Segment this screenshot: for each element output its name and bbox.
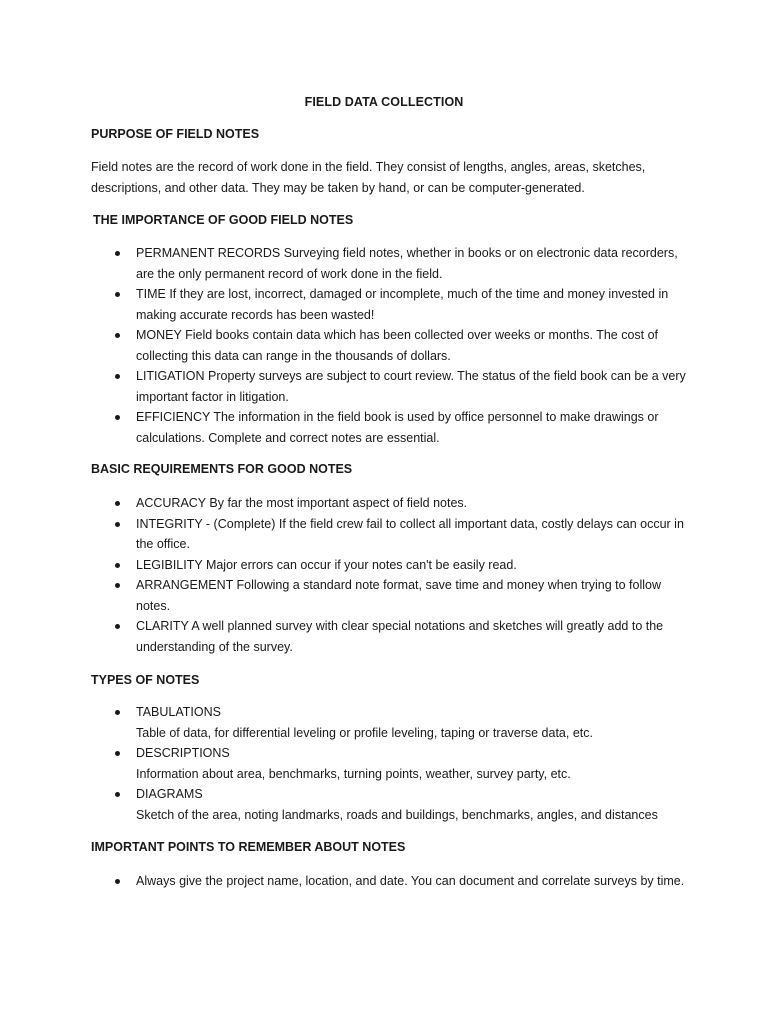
list-item: [91, 784, 691, 825]
type-detail: Table of data, for differential leveling or profile leveling, taping or traverse data, etc.: [136, 725, 593, 740]
bullet-icon: [115, 333, 120, 338]
bullet-icon: [115, 624, 120, 629]
bullet-icon: [115, 415, 120, 420]
requirements-list: [91, 493, 691, 657]
list-item: [91, 743, 691, 784]
type-label: TABULATIONS: [136, 705, 221, 719]
bullet-icon: [115, 522, 120, 527]
list-item: [91, 702, 691, 743]
bullet-icon: [115, 292, 120, 297]
type-label: DESCRIPTIONS: [136, 746, 230, 760]
requirements-heading: BASIC REQUIREMENTS FOR GOOD NOTES: [91, 462, 353, 476]
bullet-icon: [115, 879, 120, 884]
types-heading: TYPES OF NOTES: [91, 673, 200, 687]
list-item: ARRANGEMENT Following a standard note format, save time and money when trying to follow notes.: [91, 575, 691, 616]
list-item: INTEGRITY - (Complete) If the field crew fail to collect all important data, costly delays can occur in the office.: [91, 514, 691, 555]
list-item: ACCURACY By far the most important aspect of field notes.: [91, 493, 691, 514]
bullet-icon: [115, 583, 120, 588]
bullet-icon: [115, 374, 120, 379]
list-item: MONEY Field books contain data which has been collected over weeks or months. The cost of collecting this data can range in the thousands of dollars.: [91, 325, 691, 366]
purpose-heading: PURPOSE OF FIELD NOTES: [91, 127, 260, 141]
type-label: DIAGRAMS: [136, 787, 203, 801]
list-item: PERMANENT RECORDS Surveying field notes, whether in books or on electronic data recorders, are the only permanent record of work done in the field.: [91, 243, 691, 284]
type-detail: Information about area, benchmarks, turning points, weather, survey party, etc.: [136, 766, 571, 781]
importance-list: [91, 243, 691, 448]
list-item: LEGIBILITY Major errors can occur if your notes can't be easily read.: [91, 555, 691, 576]
points-heading: IMPORTANT POINTS TO REMEMBER ABOUT NOTES: [91, 840, 406, 854]
bullet-icon: [115, 710, 120, 715]
bullet-icon: [115, 792, 120, 797]
list-item: Always give the project name, location, and date. You can document and correlate surveys by time.: [91, 871, 691, 892]
type-detail: Sketch of the area, noting landmarks, roads and buildings, benchmarks, angles, and distances: [136, 807, 658, 822]
purpose-paragraph: Field notes are the record of work done in the field. They consist of lengths, angles, areas, sketches, descriptions, and other data. They may be taken by hand, or can be computer-generated.: [91, 160, 646, 195]
bullet-icon: [115, 563, 120, 568]
bullet-icon: [115, 251, 120, 256]
list-item: EFFICIENCY The information in the field book is used by office personnel to make drawings or calculations. Complete and correct notes are essential.: [91, 407, 691, 448]
bullet-icon: [115, 501, 120, 506]
document-title: FIELD DATA COLLECTION: [304, 95, 464, 109]
list-item: TIME If they are lost, incorrect, damaged or incomplete, much of the time and money invested in making accurate records has been wasted!: [91, 284, 691, 325]
types-list: [91, 702, 691, 825]
importance-heading: THE IMPORTANCE OF GOOD FIELD NOTES: [93, 213, 354, 227]
list-item: LITIGATION Property surveys are subject to court review. The status of the field book can be a very important factor in litigation.: [91, 366, 691, 407]
bullet-icon: [115, 751, 120, 756]
points-list: [91, 871, 691, 892]
list-item: CLARITY A well planned survey with clear special notations and sketches will greatly add to the understanding of the survey.: [91, 616, 691, 657]
